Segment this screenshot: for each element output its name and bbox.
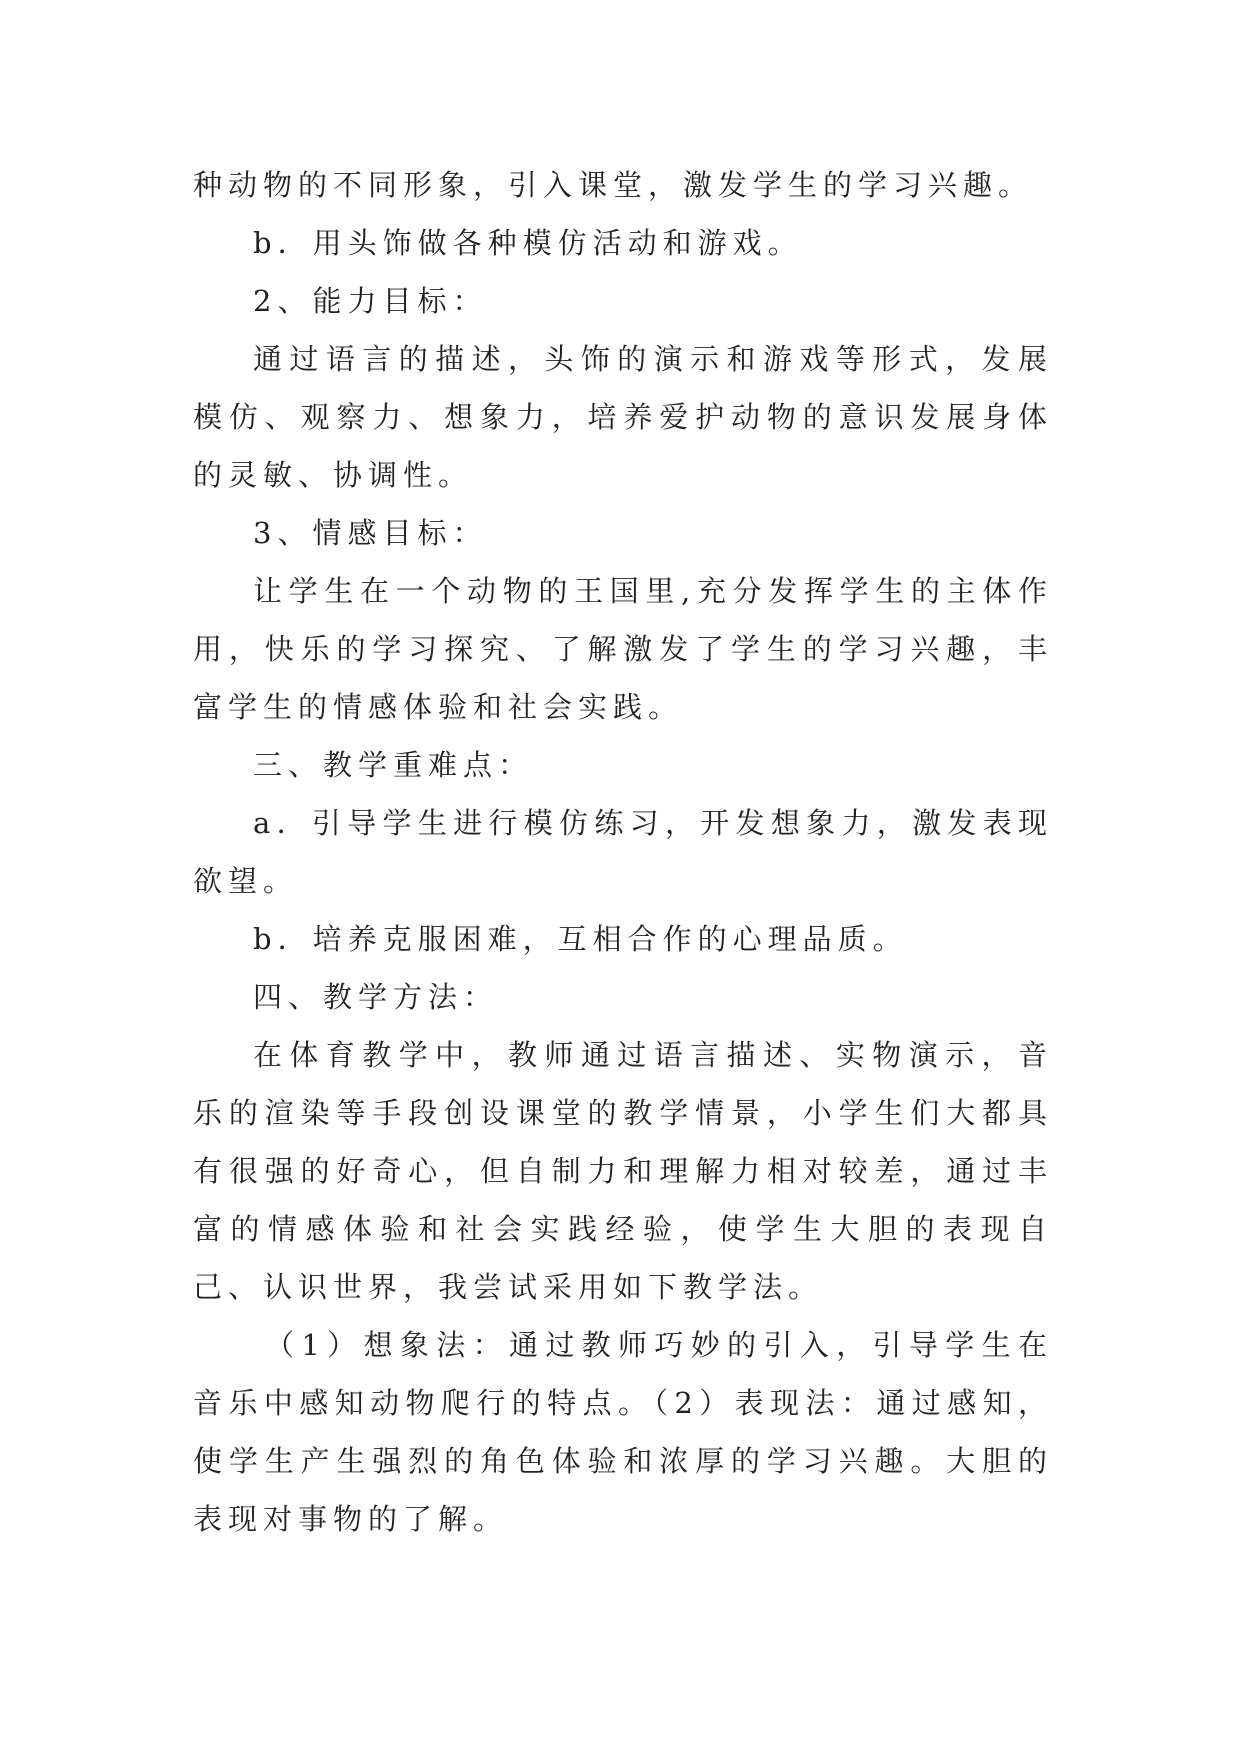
heading-ability-goals: 2、能力目标： bbox=[253, 284, 488, 318]
paragraph-intro-continuation: 种动物的不同形象，引入课堂，激发学生的学习兴趣。 bbox=[193, 168, 1034, 202]
paragraph-headwear-activities: b．用头饰做各种模仿活动和游戏。 bbox=[253, 226, 803, 260]
paragraph-emotion-goals: 让学生在一个动物的王国里,充分发挥学生的主体作用，快乐的学习探究、了解激发了学生的学习兴趣，丰富学生的情感体验和社会实践。 bbox=[193, 574, 1053, 724]
paragraph-difficulty-b: b．培养克服困难，互相合作的心理品质。 bbox=[253, 922, 908, 956]
paragraph-teaching-methods: 在体育教学中，教师通过语言描述、实物演示，音乐的渲染等手段创设课堂的教学情景，小学生们大都具有很强的好奇心，但自制力和理解力相对较差，通过丰富的情感体验和社会实践经验，使学生大胆的表现自己、认识世界，我尝试采用如下教学法。 bbox=[193, 1038, 1053, 1304]
heading-key-difficulties: 三、教学重难点： bbox=[253, 748, 534, 782]
paragraph-difficulty-a: a．引导学生进行模仿练习，开发想象力，激发表现欲望。 bbox=[193, 806, 1053, 898]
heading-teaching-methods: 四、教学方法： bbox=[253, 980, 499, 1014]
paragraph-method-details: （1）想象法：通过教师巧妙的引入，引导学生在音乐中感知动物爬行的特点。（2）表现法：通过感知，使学生产生强烈的角色体验和浓厚的学习兴趣。大胆的表现对事物的了解。 bbox=[193, 1328, 1053, 1536]
document-body bbox=[193, 156, 1053, 1548]
paragraph-ability-goals: 通过语言的描述，头饰的演示和游戏等形式，发展模仿、观察力、想象力，培养爱护动物的意识发展身体的灵敏、协调性。 bbox=[193, 342, 1053, 492]
heading-emotion-goals: 3、情感目标： bbox=[253, 516, 488, 550]
